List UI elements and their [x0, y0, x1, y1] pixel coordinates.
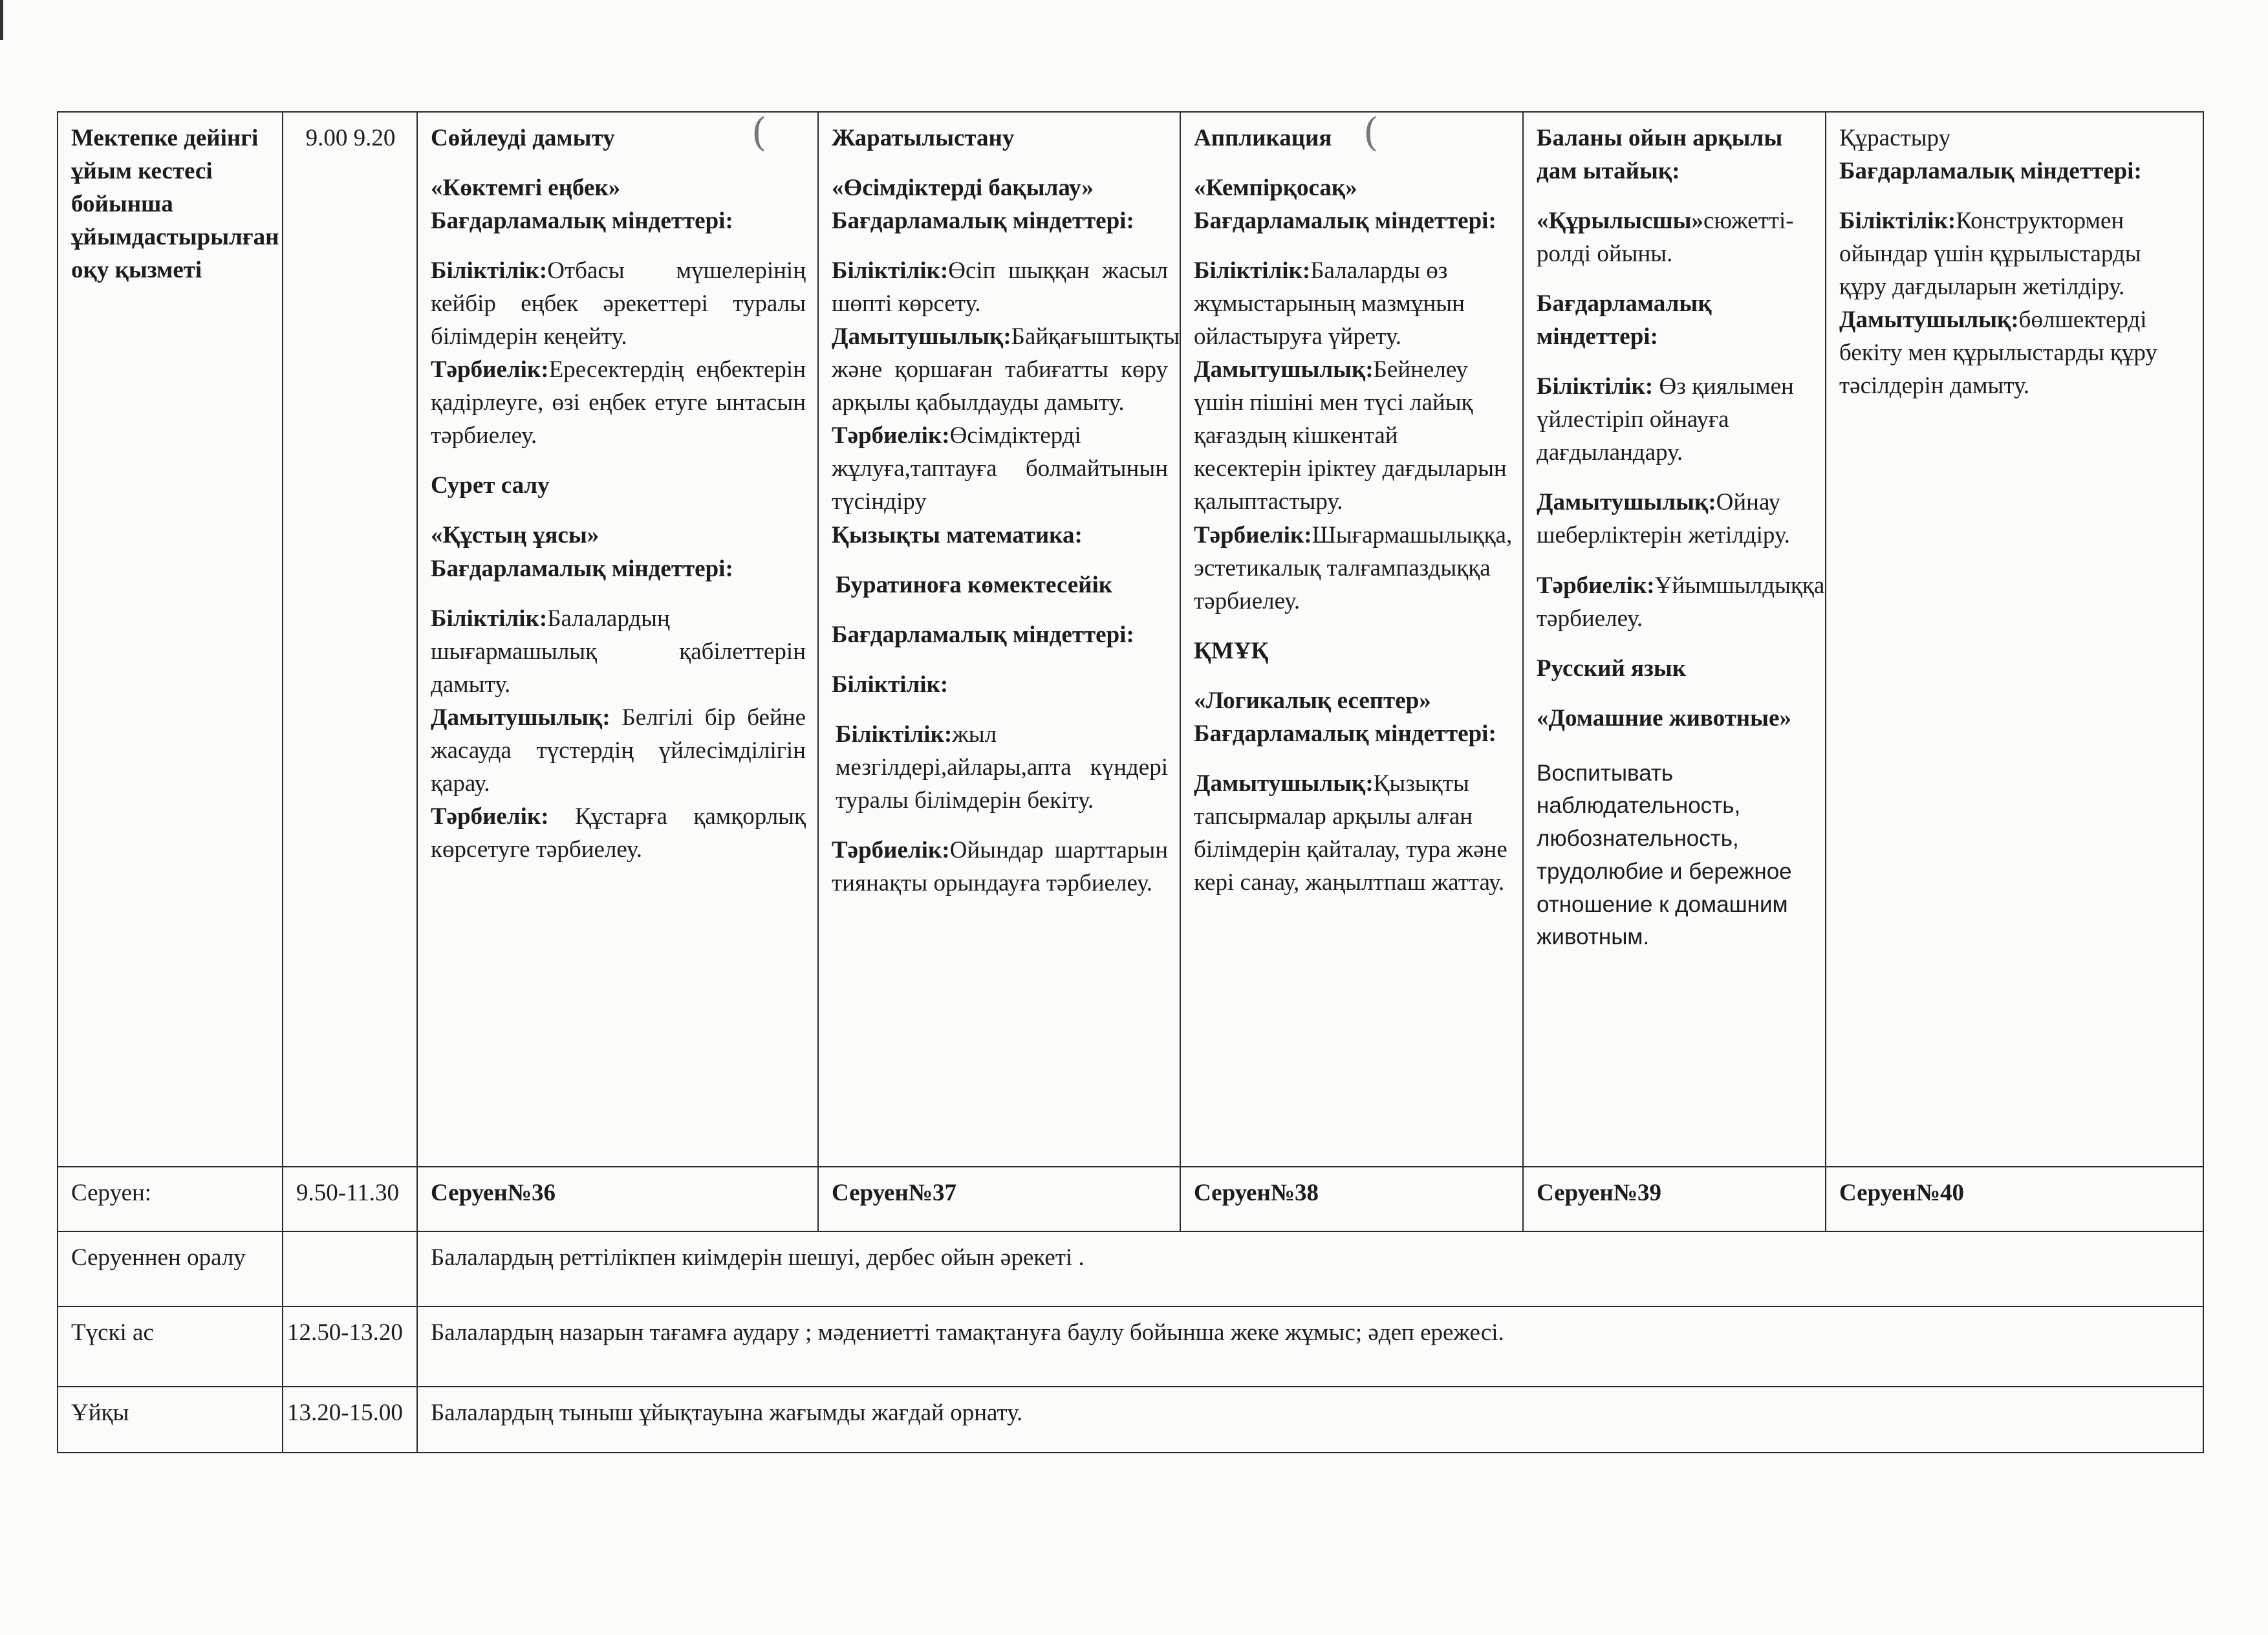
day-3-block-2-program: Бағдарламалық міндеттері: — [1194, 720, 1496, 747]
walk-label-text: Серуен: — [71, 1180, 152, 1206]
scan-edge-mark — [0, 0, 3, 40]
task-key: Дамытушылық: — [431, 704, 610, 731]
day-3-block-1-topic: «Кемпірқосақ» — [1194, 175, 1357, 202]
day-2-block-2-subject: Қызықты математика: — [832, 521, 1083, 548]
day-2-block-1-subject: Жаратылыстану — [832, 125, 1015, 151]
task-value: Шығармашылыққа, эстетикалық талғампаздыққа тәрбиелеу. — [1194, 521, 1513, 614]
day-2-block-1-program: Бағдарламалық міндеттері: — [832, 208, 1134, 235]
day-5-cell — [1826, 112, 2203, 1167]
walk-day-2-text: Серуен№37 — [832, 1180, 956, 1206]
lunch-text: Балалардың назарын тағамға аудару ; мәдениетті тамақтануға баулу бойынша жеке жұмыс; әдеп ережесі. — [431, 1319, 1504, 1346]
lunch-row-label — [58, 1306, 283, 1387]
day-4-block-2-subject: Русский язык — [1537, 655, 1687, 682]
day-4-block-1-topic — [1537, 204, 1813, 270]
task-value: Құстарға қамқорлық көрсетуге тәрбиелеу. — [431, 803, 806, 863]
task-key: Дамытушылық: — [832, 323, 1011, 351]
day-3-block-1-task-2 — [1194, 353, 1511, 518]
day-4-block-2-text: Воспитывать наблюдательность, любознательность, трудолюбие и бережное отношение к домашним животным. — [1537, 760, 1792, 950]
task-value: Қызықты тапсырмалар арқылы алған білімдерін қайталау, тура және кері санау, жаңылтпаш жаттау. — [1194, 770, 1507, 896]
day-5-block-1-program: Бағдарламалық міндеттері: — [1839, 158, 2142, 185]
task-value: Бейнелеу үшін пішіні мен түсі лайық қағаздың кішкентай кесектерін іріктеу дағдыларын қалыптастыру. — [1194, 356, 1507, 515]
task-key: Біліктілік: — [1194, 257, 1311, 285]
return-row-time — [283, 1231, 417, 1306]
walk-day-1-text: Серуен№36 — [431, 1180, 556, 1206]
day-2-cell — [818, 112, 1180, 1167]
day-4-cell — [1523, 112, 1826, 1167]
task-key: Дамытушылық: — [1537, 489, 1716, 516]
sleep-row-label — [58, 1387, 283, 1453]
day-1-block-2-topic: «Құстың ұясы» — [431, 522, 599, 549]
return-row — [58, 1231, 2203, 1306]
task-key: Біліктілік: — [832, 257, 949, 285]
lesson-time-text: 9.00 9.20 — [305, 125, 396, 151]
day-2-block-1-topic: «Өсімдіктерді бақылау» — [832, 175, 1094, 202]
lunch-label-text: Түскі ас — [71, 1319, 154, 1346]
day-1-cell — [417, 112, 818, 1167]
day-1-block-2-subject: Сурет салу — [431, 472, 550, 499]
day-1-block-1-task-1 — [431, 254, 806, 353]
day-1-block-2-program: Бағдарламалық міндеттері: — [431, 555, 733, 582]
day-4-block-1-task-3 — [1537, 569, 1825, 635]
day-2-block-2-topic: Буратиноға көмектесейік — [836, 571, 1113, 598]
task-key: Тәрбиелік: — [1537, 572, 1655, 599]
walk-day-3-text: Серуен№38 — [1194, 1180, 1319, 1206]
return-row-label — [58, 1231, 283, 1306]
return-row-text — [417, 1231, 2203, 1306]
task-value: Балаларды өз жұмыстарының мазмұнын ойластыруға үйрету. — [1194, 257, 1465, 351]
day-3-block-1-program: Бағдарламалық міндеттері: — [1194, 208, 1496, 235]
sleep-time-text: 13.20-15.00 — [287, 1400, 403, 1426]
walk-time-text: 9.50-11.30 — [296, 1180, 399, 1206]
day-5-block-1-task-1 — [1839, 204, 2191, 303]
day-5-block-1-subject: Құрастыру — [1839, 125, 1951, 151]
day-4-block-1-subject: Баланы ойын арқылы дам ытайық: — [1537, 125, 1783, 185]
task-key: Дамытушылық: — [1194, 356, 1374, 384]
task-key: Біліктілік: — [1839, 208, 1956, 235]
day-4-block-1-task-2 — [1537, 486, 1813, 552]
task-value: Ұйымшылдыққа тәрбиелеу. — [1537, 572, 1825, 632]
day-2-block-2-task-1 — [832, 718, 1168, 817]
day-5-block-1-task-2 — [1839, 303, 2191, 402]
walk-day-2 — [818, 1167, 1180, 1231]
task-key: Біліктілік: — [1537, 373, 1654, 400]
walk-row — [58, 1167, 2203, 1231]
sleep-row — [58, 1387, 2203, 1453]
task-value: Өсіп шыққан жасыл шөпті көрсету. — [832, 257, 1168, 318]
sleep-row-text — [417, 1387, 2203, 1453]
task-value: Өз қиялымен үйлестіріп ойнауға дағдыландару. — [1537, 373, 1794, 466]
day-2-block-1-task-2 — [832, 320, 1180, 419]
day-1-block-1-program: Бағдарламалық міндеттері: — [431, 208, 733, 235]
day-2-block-2-key: Біліктілік: — [832, 671, 949, 698]
day-1-block-2-task-2 — [431, 701, 806, 800]
task-value: Ересектердің еңбектерін қадірлеуге, өзі еңбек етуге ынтасын тәрбиелеу. — [431, 356, 806, 449]
lesson-row-label — [58, 112, 283, 1167]
task-key: Тәрбиелік: — [431, 356, 549, 384]
day-3-block-1-task-3 — [1194, 519, 1511, 618]
task-key: Тәрбиелік: — [832, 836, 950, 863]
return-text: Балалардың реттілікпен киімдерін шешуі, дербес ойын әрекеті . — [431, 1244, 1085, 1271]
task-value: Байқағыштықты және қоршаған табиғатты көру арқылы қабылдауды дамыту. — [832, 323, 1180, 417]
lunch-time-text: 12.50-13.20 — [287, 1319, 403, 1346]
walk-day-1 — [417, 1167, 818, 1231]
task-value: бөлшектерді бекіту мен құрылыстарды құру тәсілдерін дамыту. — [1839, 307, 2157, 400]
walk-row-time — [283, 1167, 417, 1231]
task-key: Дамытушылық: — [1839, 307, 2019, 334]
lunch-row — [58, 1306, 2203, 1387]
day-1-block-1-topic: «Көктемгі еңбек» — [431, 175, 621, 202]
topic-tail: сюжетті-ролді ойыны. — [1537, 208, 1794, 268]
lesson-row — [58, 112, 2203, 1167]
lesson-label-text: Мектепке дейінгі ұйым кестесі бойынша ұйымдастырылған оқу қызметі — [71, 125, 279, 284]
walk-row-label — [58, 1167, 283, 1231]
day-3-cell — [1180, 112, 1523, 1167]
task-key: Біліктілік: — [836, 720, 953, 748]
day-3-block-1-task-1 — [1194, 254, 1511, 353]
scan-paren-mark: ( — [751, 110, 767, 155]
task-value: Белгілі бір бейне жасауда түстердің үйлесімділігін қарау. — [431, 704, 806, 797]
task-value: Конструктормен ойындар үшін құрылыстарды құру дағдыларын жетілдіру. — [1839, 208, 2141, 301]
lunch-row-time — [283, 1306, 417, 1387]
sleep-label-text: Ұйқы — [71, 1400, 129, 1426]
task-key: Дамытушылық: — [1194, 770, 1374, 797]
task-key: Тәрбиелік: — [832, 422, 950, 449]
task-value: Ойнау шеберліктерін жетілдіру. — [1537, 489, 1790, 549]
day-4-block-1-task-1 — [1537, 370, 1813, 469]
day-2-block-2-task-2 — [832, 834, 1168, 900]
return-label-text: Серуеннен оралу — [71, 1244, 246, 1271]
walk-day-5-text: Серуен№40 — [1839, 1180, 1964, 1206]
task-value: Өсімдіктерді жұлуға,таптауға болмайтынын түсіндіру — [832, 422, 1168, 515]
task-value: Отбасы мүшелерінің кейбір еңбек әрекеттері туралы білімдерін кеңейту. — [431, 257, 806, 351]
day-1-block-1-subject: Сөйлеуді дамыту — [431, 125, 615, 151]
day-2-block-2-program: Бағдарламалық міндеттері: — [832, 621, 1134, 648]
task-value: Ойындар шарттарын тиянақты орындауға тәрбиелеу. — [832, 836, 1168, 896]
task-key: Біліктілік: — [431, 257, 548, 285]
day-3-block-2-task-1 — [1194, 767, 1511, 899]
lunch-row-text — [417, 1306, 2203, 1387]
day-3-block-2-subject: ҚМҰҚ — [1194, 637, 1269, 664]
walk-day-4-text: Серуен№39 — [1537, 1180, 1661, 1206]
walk-day-5 — [1826, 1167, 2203, 1231]
scan-paren-mark: ( — [1363, 110, 1379, 155]
task-key: Біліктілік: — [431, 605, 548, 632]
walk-day-3 — [1180, 1167, 1523, 1231]
sleep-row-time — [283, 1387, 417, 1453]
day-4-block-1-program: Бағдарламалық міндеттері: — [1537, 290, 1712, 351]
day-1-block-1-task-2 — [431, 353, 806, 452]
day-2-block-1-task-3 — [832, 419, 1168, 518]
task-key: Тәрбиелік: — [431, 803, 549, 830]
day-1-block-2-task-1 — [431, 602, 806, 701]
day-4-block-2-topic: «Домашние животные» — [1537, 704, 1791, 731]
day-1-block-2-task-3 — [431, 800, 806, 866]
day-3-block-1-subject: Аппликация — [1194, 125, 1332, 151]
schedule-table — [57, 111, 2204, 1453]
topic-name: «Құрылысшы» — [1537, 208, 1703, 235]
task-value: Балалардың шығармашылық қабілеттерін дамыту. — [431, 605, 806, 698]
walk-day-4 — [1523, 1167, 1826, 1231]
day-2-block-1-task-1 — [832, 254, 1168, 320]
day-3-block-2-topic: «Логикалық есептер» — [1194, 687, 1431, 714]
lesson-row-time — [283, 112, 417, 1167]
task-value: жыл мезгілдері,айлары,апта күндері туралы білімдерін бекіту. — [836, 720, 1168, 814]
sleep-text: Балалардың тыныш ұйықтауына жағымды жағдай орнату. — [431, 1400, 1023, 1426]
task-key: Тәрбиелік: — [1194, 521, 1312, 548]
